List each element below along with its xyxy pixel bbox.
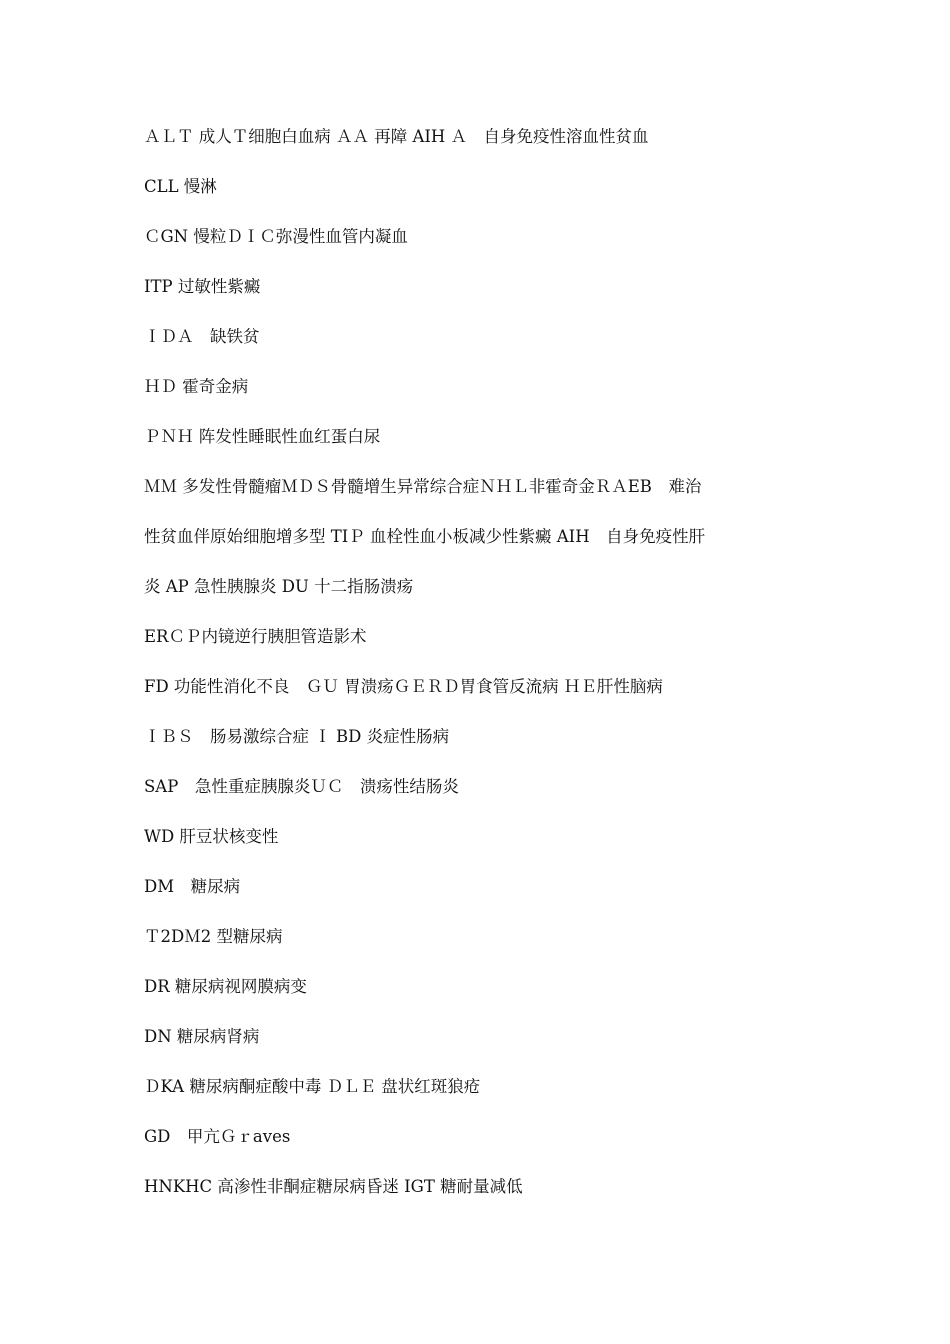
- text-line: ＩＢＳ 肠易激综合症 Ｉ BD 炎症性肠病: [144, 727, 450, 746]
- text-line: CLL 慢淋: [144, 177, 217, 196]
- text-line: GD 甲亢Ｇｒaves: [144, 1127, 291, 1146]
- text-line: WD 肝豆状核变性: [144, 827, 279, 846]
- text-line: DR 糖尿病视网膜病变: [144, 977, 307, 996]
- text-line: ＩＤＡ 缺铁贫: [144, 327, 260, 346]
- text-line: FD 功能性消化不良 ＧＵ 胃溃疡ＧＥＲＤ胃食管反流病 ＨＥ肝性脑病: [144, 677, 663, 696]
- text-line: ＭＭ 多发性骨髓瘤ＭＤＳ骨髓增生异常综合症ＮＨＬ非霍奇金ＲＡEB 难治: [144, 477, 702, 496]
- text-line: Ｔ2DＭ2 型糖尿病: [144, 927, 283, 946]
- text-line: ＨＤ 霍奇金病: [144, 377, 249, 396]
- text-line: ERＣＰ内镜逆行胰胆管造影术: [144, 627, 367, 646]
- document-body: [144, 124, 814, 1224]
- text-line: ITP 过敏性紫癜: [144, 277, 261, 296]
- text-line: ＣGN 慢粒ＤＩＣ弥漫性血管内凝血: [144, 227, 408, 246]
- text-line: SAP 急性重症胰腺炎ＵＣ 溃疡性结肠炎: [144, 777, 459, 796]
- text-line: DM 糖尿病: [144, 877, 241, 896]
- text-line: DN 糖尿病肾病: [144, 1027, 260, 1046]
- text-line: 炎 AP 急性胰腺炎 DU 十二指肠溃疡: [144, 577, 414, 596]
- text-line: ＤKA 糖尿病酮症酸中毒 ＤＬＥ 盘状红斑狼疮: [144, 1077, 481, 1096]
- text-line: ＡＬＴ 成人Ｔ细胞白血病 ＡＡ 再障 AIH Ａ 自身免疫性溶血性贫血: [144, 127, 649, 146]
- text-line: ＰＮＨ 阵发性睡眠性血红蛋白尿: [144, 427, 381, 446]
- text-line: HNKHC 高渗性非酮症糖尿病昏迷 IGT 糖耐量减低: [144, 1177, 523, 1196]
- text-line: 性贫血伴原始细胞增多型 TIＰ 血栓性血小板减少性紫癜 AIH 自身免疫性肝: [144, 527, 706, 546]
